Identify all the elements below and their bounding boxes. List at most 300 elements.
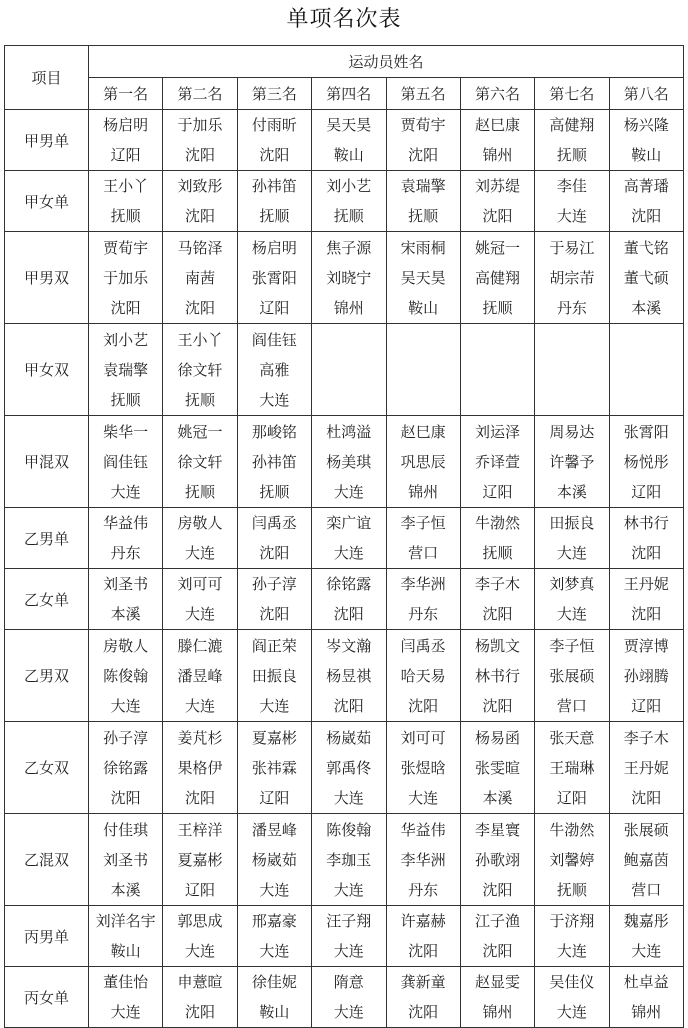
result-cell (535, 569, 609, 630)
result-cell (535, 722, 609, 814)
result-cell (237, 569, 311, 630)
athlete-name: 刘圣书 (103, 850, 149, 869)
team-name: 辽阳 (110, 146, 141, 164)
result-cell (609, 814, 683, 906)
result-cell (535, 232, 609, 324)
event-row (5, 722, 684, 814)
athlete-name: 闫禹丞 (400, 636, 446, 655)
athlete-name: 孙子淳 (251, 575, 297, 593)
team-name: 大连 (185, 544, 216, 562)
result-cell (237, 630, 311, 722)
team-name: 抚顺 (408, 207, 439, 225)
result-cell (312, 416, 386, 508)
event-row (5, 324, 684, 416)
athlete-name: 李华洲 (400, 850, 446, 869)
result-cell (163, 814, 237, 906)
event-name: 乙混双 (5, 814, 89, 906)
team-name: 抚顺 (482, 298, 513, 317)
result-cell (609, 722, 683, 814)
team-name: 沈阳 (408, 146, 439, 164)
athlete-name: 赵巳康 (475, 116, 521, 134)
result-cell (609, 906, 683, 967)
athlete-name: 张天意 (549, 728, 595, 747)
athlete-name: 田振良 (549, 514, 595, 532)
athlete-name: 李子恒 (549, 636, 595, 655)
result-cell (312, 171, 386, 232)
result-cell (89, 110, 163, 171)
place-header: 第八名 (609, 78, 683, 110)
team-name: 辽阳 (631, 696, 662, 715)
team-name: 辽阳 (482, 482, 513, 501)
athlete-name: 杨美琪 (326, 452, 372, 471)
athlete-name: 付佳琪 (103, 820, 149, 839)
page-title: 单项名次表 (286, 7, 402, 32)
result-cell (460, 324, 534, 416)
athlete-name: 刘小艺 (103, 330, 149, 349)
team-name: 辽阳 (259, 298, 290, 317)
result-cell (89, 171, 163, 232)
athlete-name: 房敬人 (177, 514, 223, 532)
place-header: 第二名 (163, 78, 237, 110)
team-name: 沈阳 (408, 942, 439, 960)
result-cell (163, 508, 237, 569)
team-name: 大连 (110, 482, 141, 501)
athlete-name: 杨崴茹 (326, 728, 372, 747)
team-name: 大连 (333, 482, 364, 501)
team-name: 大连 (333, 1003, 364, 1021)
athlete-name: 鲍嘉茵 (623, 850, 669, 869)
place-header: 第一名 (89, 78, 163, 110)
athlete-name: 董佳怡 (103, 973, 149, 991)
athlete-name: 孙祎笛 (251, 177, 297, 195)
athlete-name: 宋雨桐 (400, 238, 446, 257)
athlete-name: 杨崴茹 (251, 850, 297, 869)
team-name: 沈阳 (631, 544, 662, 562)
event-name: 乙女双 (5, 722, 89, 814)
event-name: 甲女双 (5, 324, 89, 416)
athlete-name: 张展硕 (549, 666, 595, 685)
result-cell (460, 814, 534, 906)
team-name: 锦州 (333, 298, 364, 317)
team-name: 抚顺 (259, 207, 290, 225)
result-cell (312, 814, 386, 906)
team-name: 沈阳 (259, 146, 290, 164)
place-header: 第五名 (386, 78, 460, 110)
athlete-name: 徐铭露 (326, 575, 372, 593)
athlete-name: 李星寰 (475, 820, 521, 839)
ranking-table (4, 45, 684, 1028)
athlete-name: 吴天昊 (326, 116, 372, 134)
event-name: 甲女单 (5, 171, 89, 232)
team-name: 抚顺 (556, 880, 587, 899)
result-cell (237, 171, 311, 232)
athlete-name: 袁瑞擎 (400, 177, 446, 195)
athlete-name: 阎佳钰 (251, 330, 297, 349)
athlete-name: 郭思成 (177, 912, 223, 930)
team-name: 大连 (333, 544, 364, 562)
result-cell (386, 967, 460, 1028)
team-name: 沈阳 (482, 605, 513, 623)
athlete-name: 于加乐 (177, 116, 223, 134)
athlete-name: 董弋硕 (623, 268, 669, 287)
team-name: 大连 (259, 390, 290, 409)
result-cell (609, 508, 683, 569)
result-cell (460, 569, 534, 630)
athlete-name: 华益伟 (103, 514, 149, 532)
athlete-name: 徐佳妮 (251, 973, 297, 991)
athlete-name: 高健翔 (549, 116, 595, 134)
athlete-name: 林书行 (475, 666, 521, 685)
team-name: 抚顺 (259, 482, 290, 501)
result-cell (163, 324, 237, 416)
result-cell (163, 722, 237, 814)
result-cell (386, 171, 460, 232)
athlete-name: 栾广谊 (326, 514, 372, 532)
result-cell (535, 110, 609, 171)
athlete-name: 胡宗芾 (549, 268, 595, 287)
athlete-name: 王丹妮 (623, 758, 669, 777)
team-name: 大连 (185, 696, 216, 715)
athlete-name: 汪子翔 (326, 912, 372, 930)
result-cell (386, 232, 460, 324)
result-cell (163, 967, 237, 1028)
event-name: 乙男双 (5, 630, 89, 722)
result-cell (237, 110, 311, 171)
place-header: 第六名 (460, 78, 534, 110)
team-name: 锦州 (631, 1003, 662, 1021)
event-row (5, 630, 684, 722)
athlete-name: 杨启明 (251, 238, 297, 257)
place-header: 第三名 (237, 78, 311, 110)
team-name: 辽阳 (259, 788, 290, 807)
team-name: 沈阳 (333, 605, 364, 623)
athlete-name: 李子木 (623, 728, 669, 747)
athlete-name: 刘洋名宇 (95, 912, 156, 930)
athlete-name: 孙子淳 (103, 728, 149, 747)
team-name: 丹东 (408, 605, 439, 623)
team-name: 沈阳 (185, 1003, 216, 1021)
result-cell (312, 508, 386, 569)
athlete-name: 徐铭露 (103, 758, 149, 777)
athlete-name: 贾淳博 (623, 636, 669, 655)
result-cell (609, 232, 683, 324)
result-cell (460, 722, 534, 814)
event-name: 乙男单 (5, 508, 89, 569)
team-name: 大连 (556, 1003, 587, 1021)
athlete-name: 王梓洋 (177, 820, 223, 839)
athlete-name: 董弋铭 (623, 238, 669, 257)
athlete-name: 柴华一 (103, 422, 149, 441)
event-name: 甲男双 (5, 232, 89, 324)
athlete-name: 张霄阳 (623, 422, 669, 441)
athlete-name: 杨易函 (475, 728, 521, 747)
athlete-name: 周易达 (549, 422, 595, 441)
athlete-name: 陈俊翰 (326, 820, 372, 839)
athlete-name: 潘昱峰 (251, 820, 297, 839)
team-name: 本溪 (482, 788, 513, 807)
athlete-name: 张雯暄 (475, 758, 521, 777)
team-name: 沈阳 (110, 788, 141, 807)
event-row (5, 906, 684, 967)
team-name: 营口 (408, 544, 439, 562)
athlete-name: 吴天昊 (400, 268, 446, 287)
result-cell (89, 232, 163, 324)
event-row (5, 967, 684, 1028)
result-cell (89, 324, 163, 416)
athlete-name: 杜卓益 (623, 973, 669, 991)
athlete-name: 牛渤然 (475, 514, 521, 532)
event-name: 甲男单 (5, 110, 89, 171)
result-cell (535, 508, 609, 569)
team-name: 大连 (556, 605, 587, 623)
team-name: 鞍山 (110, 942, 141, 960)
event-row (5, 171, 684, 232)
team-name: 锦州 (408, 482, 439, 501)
result-cell (89, 722, 163, 814)
event-row (5, 814, 684, 906)
team-name: 大连 (259, 942, 290, 960)
result-cell (609, 171, 683, 232)
result-cell (460, 171, 534, 232)
team-name: 大连 (110, 696, 141, 715)
athlete-name: 岑文瀚 (326, 636, 372, 655)
team-name: 抚顺 (110, 207, 141, 225)
team-name: 营口 (631, 880, 662, 899)
team-name: 辽阳 (556, 788, 587, 807)
team-name: 沈阳 (482, 207, 513, 225)
athlete-name: 郭禹佟 (326, 758, 372, 777)
team-name: 大连 (556, 942, 587, 960)
athlete-name: 南茜 (185, 268, 216, 287)
athlete-name: 魏嘉彤 (623, 912, 669, 930)
athlete-name: 高健翔 (475, 268, 521, 287)
team-name: 鞍山 (408, 298, 439, 317)
team-name: 丹东 (110, 544, 141, 562)
result-cell (535, 171, 609, 232)
team-name: 沈阳 (482, 942, 513, 960)
team-name: 大连 (556, 207, 587, 225)
result-cell (609, 967, 683, 1028)
event-name: 丙女单 (5, 967, 89, 1028)
athlete-name: 袁瑞擎 (103, 360, 149, 379)
athlete-name: 徐文轩 (177, 452, 223, 471)
team-name: 沈阳 (259, 544, 290, 562)
athlete-name: 许馨予 (549, 452, 595, 471)
athlete-name: 华益伟 (400, 820, 446, 839)
athlete-name: 邢嘉豪 (251, 912, 297, 930)
athlete-name: 于易江 (549, 238, 595, 257)
result-cell (460, 232, 534, 324)
athlete-name: 姚冠一 (177, 422, 223, 441)
athlete-name: 李子恒 (400, 514, 446, 532)
result-cell (460, 967, 534, 1028)
result-cell (163, 906, 237, 967)
result-cell (163, 110, 237, 171)
event-row (5, 232, 684, 324)
result-cell (386, 630, 460, 722)
athlete-names-header: 运动员姓名 (89, 46, 684, 78)
result-cell (237, 416, 311, 508)
team-name: 抚顺 (482, 544, 513, 562)
team-name: 沈阳 (408, 696, 439, 715)
athlete-name: 李子木 (475, 575, 521, 593)
team-name: 沈阳 (482, 880, 513, 899)
team-name: 抚顺 (185, 482, 216, 501)
athlete-name: 刘可可 (177, 575, 223, 593)
result-cell (237, 814, 311, 906)
team-name: 鞍山 (259, 1003, 290, 1021)
athlete-name: 刘苏缇 (475, 177, 521, 195)
place-header: 第四名 (312, 78, 386, 110)
athlete-name: 杨启明 (103, 116, 149, 134)
result-cell (312, 722, 386, 814)
team-name: 辽阳 (185, 880, 216, 899)
athlete-name: 贾荀宇 (400, 116, 446, 134)
athlete-name: 李珈玉 (326, 850, 372, 869)
athlete-name: 刘运泽 (475, 422, 521, 441)
athlete-name: 张煜晗 (400, 758, 446, 777)
athlete-name: 高雅 (259, 360, 290, 379)
result-cell (609, 324, 683, 416)
team-name: 辽阳 (631, 482, 662, 501)
team-name: 营口 (556, 696, 587, 715)
result-cell (89, 416, 163, 508)
result-cell (163, 232, 237, 324)
team-name: 本溪 (631, 298, 662, 317)
result-cell (386, 324, 460, 416)
team-name: 大连 (333, 880, 364, 899)
athlete-name: 夏嘉彬 (251, 728, 297, 747)
result-cell (460, 508, 534, 569)
athlete-name: 高菁璠 (623, 177, 669, 195)
team-name: 丹东 (408, 880, 439, 899)
team-name: 沈阳 (185, 207, 216, 225)
athlete-name: 田振良 (251, 666, 297, 685)
result-cell (312, 569, 386, 630)
event-row (5, 110, 684, 171)
result-cell (460, 416, 534, 508)
athlete-name: 孙翊腾 (623, 666, 669, 685)
event-name: 丙男单 (5, 906, 89, 967)
athlete-name: 孙歌翊 (475, 850, 521, 869)
result-cell (386, 906, 460, 967)
athlete-name: 刘梦真 (549, 575, 595, 593)
athlete-name: 闫禹丞 (251, 514, 297, 532)
result-cell (163, 569, 237, 630)
athlete-name: 杨昱祺 (326, 666, 372, 685)
result-cell (89, 814, 163, 906)
athlete-name: 贾荀宇 (103, 238, 149, 257)
athlete-name: 姜芃杉 (177, 728, 223, 747)
athlete-name: 孙祎笛 (251, 452, 297, 471)
result-cell (312, 324, 386, 416)
team-name: 沈阳 (185, 298, 216, 317)
athlete-name: 刘馨婷 (549, 850, 595, 869)
result-cell (163, 630, 237, 722)
team-name: 沈阳 (333, 696, 364, 715)
team-name: 大连 (185, 942, 216, 960)
athlete-name: 李华洲 (400, 575, 446, 593)
team-name: 大连 (259, 880, 290, 899)
athlete-name: 王瑞琳 (549, 758, 595, 777)
athlete-name: 焦子源 (326, 238, 372, 257)
team-name: 大连 (185, 605, 216, 623)
athlete-name: 果格伊 (177, 758, 223, 777)
result-cell (237, 722, 311, 814)
team-name: 鞍山 (333, 146, 364, 164)
athlete-name: 于济翔 (549, 912, 595, 930)
athlete-name: 那峻铭 (251, 422, 297, 441)
result-cell (237, 324, 311, 416)
team-name: 大连 (631, 942, 662, 960)
team-name: 沈阳 (185, 146, 216, 164)
athlete-name: 王小丫 (103, 177, 149, 195)
athlete-name: 申薏暄 (177, 973, 223, 991)
athlete-name: 付雨昕 (251, 116, 297, 134)
team-name: 锦州 (482, 1003, 513, 1021)
athlete-name: 刘可可 (400, 728, 446, 747)
team-name: 沈阳 (110, 298, 141, 317)
athlete-name: 张霄阳 (251, 268, 297, 287)
team-name: 沈阳 (631, 207, 662, 225)
event-name: 甲混双 (5, 416, 89, 508)
result-cell (237, 508, 311, 569)
result-cell (312, 906, 386, 967)
team-name: 沈阳 (185, 788, 216, 807)
athlete-name: 杜鸿溢 (326, 422, 372, 441)
team-name: 大连 (259, 696, 290, 715)
team-name: 本溪 (556, 482, 587, 501)
result-cell (609, 110, 683, 171)
result-cell (237, 967, 311, 1028)
result-cell (312, 232, 386, 324)
athlete-name: 刘晓宁 (326, 268, 372, 287)
result-cell (163, 416, 237, 508)
team-name: 沈阳 (631, 788, 662, 807)
team-name: 沈阳 (631, 605, 662, 623)
team-name: 大连 (110, 1003, 141, 1021)
result-cell (312, 967, 386, 1028)
athlete-name: 夏嘉彬 (177, 850, 223, 869)
result-cell (535, 906, 609, 967)
team-name: 沈阳 (259, 605, 290, 623)
result-cell (609, 416, 683, 508)
result-cell (312, 630, 386, 722)
athlete-name: 吴佳仪 (549, 973, 595, 991)
athlete-name: 马铭泽 (177, 238, 223, 257)
athlete-name: 龚新童 (400, 973, 446, 991)
result-cell (460, 110, 534, 171)
result-cell (89, 569, 163, 630)
result-cell (609, 569, 683, 630)
team-name: 大连 (333, 788, 364, 807)
result-cell (312, 110, 386, 171)
result-cell (386, 110, 460, 171)
result-cell (89, 508, 163, 569)
athlete-name: 王丹妮 (623, 575, 669, 593)
athlete-name: 牛渤然 (549, 820, 595, 839)
athlete-name: 许嘉赫 (400, 912, 446, 930)
athlete-name: 杨凯文 (475, 636, 521, 655)
result-cell (386, 569, 460, 630)
team-name: 大连 (408, 788, 439, 807)
team-name: 锦州 (482, 146, 513, 164)
athlete-name: 陈俊翰 (103, 666, 149, 685)
place-header: 第七名 (535, 78, 609, 110)
athlete-name: 杨兴隆 (623, 116, 669, 134)
event-row (5, 569, 684, 630)
athlete-name: 刘小艺 (326, 177, 372, 195)
